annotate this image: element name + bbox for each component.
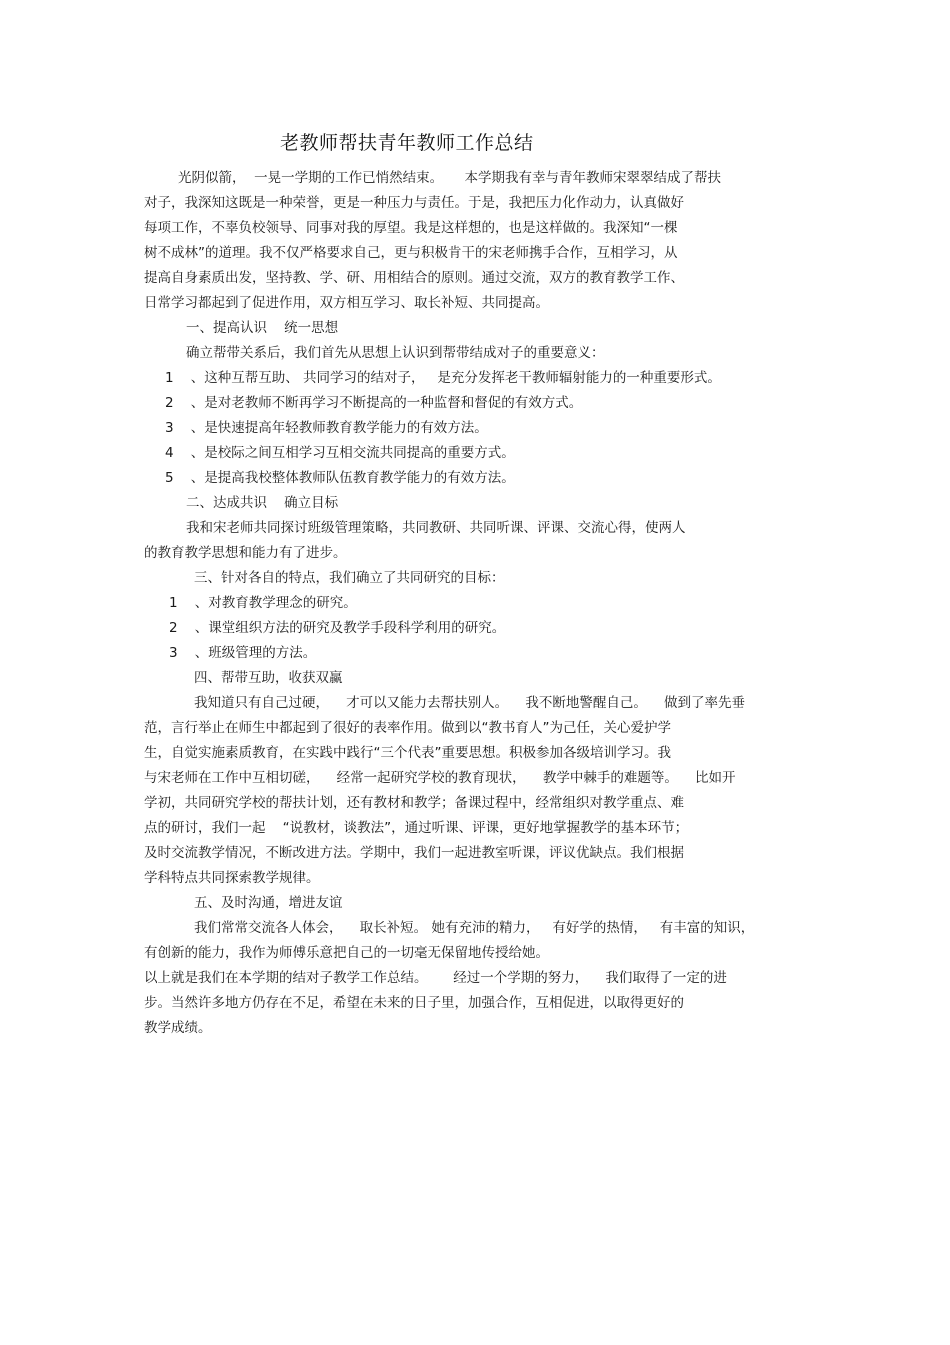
paragraph-line: 生，自觉实施素质教育，在实践中践行“三个代表”重要思想。积极参加各级培训学习。我 <box>144 745 671 761</box>
paragraph-line: 我知道只有自己过硬， 才可以又能力去帮扶别人。 我不断地警醒自己。 做到了率先垂 <box>194 695 745 711</box>
list-item: 4 、是校际之间互相学习互相交流共同提高的重要方式。 <box>165 445 515 461</box>
section-heading: 四、帮带互助，收获双赢 <box>194 670 343 686</box>
paragraph-line: 学初，共同研究学校的帮扶计划，还有教材和教学；备课过程中，经常组织对教学重点、难 <box>144 795 684 811</box>
paragraph-line: 教学成绩。 <box>144 1020 212 1036</box>
list-item: 1 、这种互帮互助、 共同学习的结对子， 是充分发挥老干教师辐射能力的一种重要形式。 <box>165 370 721 386</box>
paragraph-line: 我和宋老师共同探讨班级管理策略，共同教研、共同听课、评课、交流心得，使两人 <box>186 520 686 536</box>
paragraph-line: 学科特点共同探索教学规律。 <box>144 870 320 886</box>
list-item: 1 、对教育教学理念的研究。 <box>169 595 357 611</box>
paragraph-line: 光阴似箭， 一晃一学期的工作已悄然结束。 本学期我有幸与青年教师宋翠翠结成了帮扶 <box>178 170 722 186</box>
paragraph-line: 点的研讨，我们一起 “说教材，谈教法”，通过听课、评课，更好地掌握教学的基本环节； <box>144 820 689 836</box>
list-item: 2 、课堂组织方法的研究及教学手段科学利用的研究。 <box>169 620 506 636</box>
paragraph-line: 对子，我深知这既是一种荣誉，更是一种压力与责任。于是，我把压力化作动力，认真做好 <box>144 195 684 211</box>
paragraph-line: 范，言行举止在师生中都起到了很好的表率作用。做到以“教书育人”为己任，关心爱护学 <box>144 720 671 736</box>
list-item: 3 、是快速提高年轻教师教育教学能力的有效方法。 <box>165 420 488 436</box>
section-heading: 五、及时沟通，增进友谊 <box>194 895 343 911</box>
document-title: 老教师帮扶青年教师工作总结 <box>280 132 534 154</box>
paragraph-line: 及时交流教学情况，不断改进方法。学期中，我们一起进教室听课，评议优缺点。我们根据 <box>144 845 684 861</box>
paragraph-line: 每项工作，不辜负校领导、同事对我的厚望。我是这样想的，也是这样做的。我深知“一棵 <box>144 220 678 236</box>
paragraph-line: 日常学习都起到了促进作用，双方相互学习、取长补短、共同提高。 <box>144 295 549 311</box>
paragraph-line: 树不成林”的道理。我不仅严格要求自己，更与积极肯干的宋老师携手合作，互相学习，从 <box>144 245 678 261</box>
paragraph-line: 确立帮带关系后，我们首先从思想上认识到帮带结成对子的重要意义： <box>186 345 605 361</box>
paragraph-line: 与宋老师在工作中互相切磋， 经常一起研究学校的教育现状， 教学中棘手的难题等。 比如开 <box>144 770 736 786</box>
list-item: 5 、是提高我校整体教师队伍教育教学能力的有效方法。 <box>165 470 515 486</box>
paragraph-line: 有创新的能力，我作为师傅乐意把自己的一切毫无保留地传授给她。 <box>144 945 549 961</box>
paragraph-line: 提高自身素质出发，坚持教、学、研、用相结合的原则。通过交流，双方的教育教学工作、 <box>144 270 684 286</box>
paragraph-line: 我们常常交流各人体会， 取长补短。 她有充沛的精力， 有好学的热情， 有丰富的知识， <box>194 920 755 936</box>
section-heading: 一、提高认识 统一思想 <box>186 320 339 336</box>
paragraph-line: 以上就是我们在本学期的结对子教学工作总结。 经过一个学期的努力， 我们取得了一定的进 <box>144 970 727 986</box>
paragraph-line: 的教育教学思想和能力有了进步。 <box>144 545 347 561</box>
paragraph-line: 步。当然许多地方仍存在不足，希望在未来的日子里，加强合作，互相促进，以取得更好的 <box>144 995 684 1011</box>
list-item: 2 、是对老教师不断再学习不断提高的一种监督和督促的有效方式。 <box>165 395 583 411</box>
list-item: 3 、班级管理的方法。 <box>169 645 317 661</box>
section-heading: 三、针对各自的特点，我们确立了共同研究的目标： <box>194 570 505 586</box>
section-heading: 二、达成共识 确立目标 <box>186 495 339 511</box>
